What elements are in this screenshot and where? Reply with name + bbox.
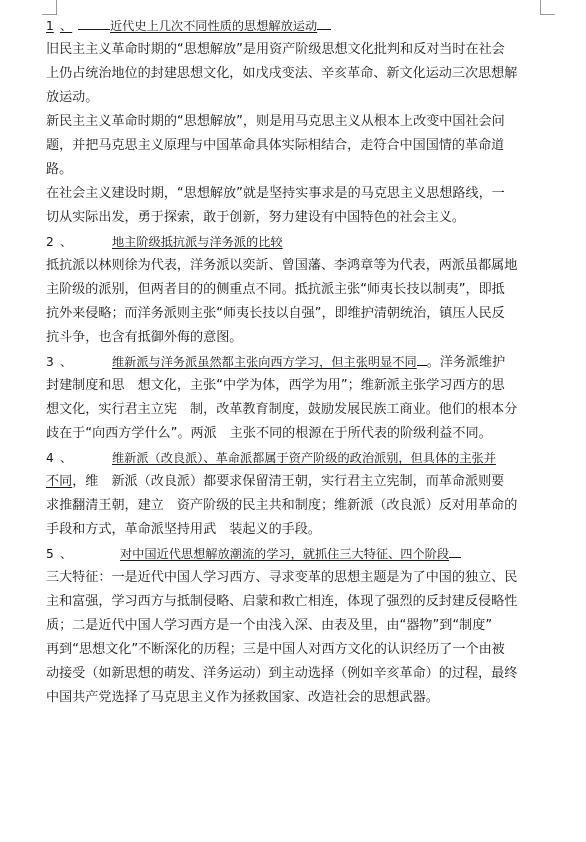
document-page	[46, 14, 566, 710]
section-title: 对中国近代思想解放潮流的学习，就抓住三大特征、四个阶段	[120, 547, 450, 561]
text-line: 路。	[46, 162, 73, 177]
text-line: 抗外来侵略；而洋务派则主张“师夷长技以自强”，即维护清朝统治，镇压人民反	[46, 306, 505, 321]
section-title: 维新派与洋务派虽然都主张向西方学习，但主张明显不同	[112, 355, 417, 369]
heading-underline-tail	[449, 542, 461, 558]
text-line: 放运动。	[46, 90, 99, 105]
section-heading-4	[46, 446, 566, 470]
text-line: 主和富强，学习西方与抵制侵略、启蒙和救亡相连，体现了强烈的反封建反侵略性	[46, 594, 518, 609]
page-corner-mark-left	[42, 0, 57, 15]
text-line: 质；二是近代中国人学习西方是一个由浅入深、由表及里，由“器物”到“制度”	[46, 618, 493, 633]
text-line: 题，并把马克思主义原理与中国革命具体实际相结合，走符合中国国情的革命道	[46, 138, 505, 153]
heading-underline-gap	[78, 14, 110, 30]
section-number: 4	[46, 451, 54, 465]
section-heading-2	[46, 230, 566, 254]
text-line: 中国共产党选择了马克思主义作为拯救国家、改造社会的思想武器。	[46, 690, 439, 705]
section-heading-3	[46, 350, 566, 374]
text-line: 抵抗派以林则徐为代表，洋务派以奕訢、曾国藩、李鸿章等为代表，两派虽都属地	[46, 258, 518, 273]
section-number: 2	[46, 235, 54, 249]
text-line: 封建制度和思 想文化，主张“中学为体，西学为用”；维新派主张学习西方的思	[46, 378, 505, 393]
text-line: 上仍占统治地位的封建思想文化，如戊戌变法、辛亥革命、新文化运动三次思想解	[46, 66, 518, 81]
section-heading-1	[46, 14, 566, 38]
text-line: 切从实际出发，勇于探索，敢于创新，努力建设有中国特色的社会主义。	[46, 210, 465, 225]
text-line: 求推翻清王朝，建立 资产阶级的民主共和制度；维新派（改良派）反对用革命的	[46, 498, 518, 513]
heading-underline-tail	[417, 350, 427, 366]
text-line: 三大特征：一是近代中国人学习西方、寻求变革的思想主题是为了中国的独立、民	[46, 570, 518, 585]
section-inline-text: ，维 新派（改良派）都要求保留清王朝，实行君主立宪制，而革命派则要	[72, 474, 505, 489]
section-separator: 、	[60, 355, 73, 369]
section-separator: 、	[60, 235, 73, 249]
text-line: 抗斗争，也含有抵御外侮的意图。	[46, 330, 243, 345]
text-line: 旧民主主义革命时期的“思想解放”是用资产阶级思想文化批判和反对当时在社会	[46, 42, 505, 57]
page-corner-mark-right	[540, 0, 555, 15]
section-title: 近代史上几次不同性质的思想解放运动	[110, 19, 318, 33]
section-title-continuation	[46, 470, 566, 494]
heading-underline-tail	[317, 14, 331, 30]
section-separator: 、	[60, 547, 73, 561]
text-line: 想文化，实行君主立宪 制，改革教育制度，鼓励发展民族工商业。他们的根本分	[46, 402, 518, 417]
text-line: 歧在于“向西方学什么”。两派 主张不同的根源在于所代表的阶级利益不同。	[46, 426, 492, 441]
text-line: 手段和方式，革命派坚持用武 装起义的手段。	[46, 522, 321, 537]
section-title: 地主阶级抵抗派与洋务派的比较	[112, 235, 283, 249]
section-inline-text: 。洋务派维护	[426, 355, 506, 370]
text-line: 主阶级的派别，但两者目的的侧重点不同。抵抗派主张“师夷长技以制夷”，即抵	[46, 282, 505, 297]
text-line: 再到“思想文化”不断深化的历程；三是中国人对西方文化的认识经历了一个由被	[46, 642, 505, 657]
section-separator: 、	[60, 451, 73, 465]
section-title-cont: 不同	[46, 474, 73, 489]
section-separator: 、	[60, 19, 73, 33]
text-line: 动接受（如新思想的萌发、洋务运动）到主动选择（例如辛亥革命）的过程，最终	[46, 666, 518, 681]
section-number: 5	[46, 547, 54, 561]
section-number: 3	[46, 355, 54, 369]
section-number: 1	[46, 19, 54, 33]
text-line: 在社会主义建设时期，“思想解放”就是坚持实事求是的马克思主义思想路线，一	[46, 186, 505, 201]
text-line: 新民主主义革命时期的“思想解放”，则是用马克思主义从根本上改变中国社会问	[46, 114, 505, 129]
section-title: 维新派（改良派）、革命派都属于资产阶级的政治派别，但具体的主张并	[112, 451, 496, 465]
section-heading-5	[46, 542, 566, 566]
